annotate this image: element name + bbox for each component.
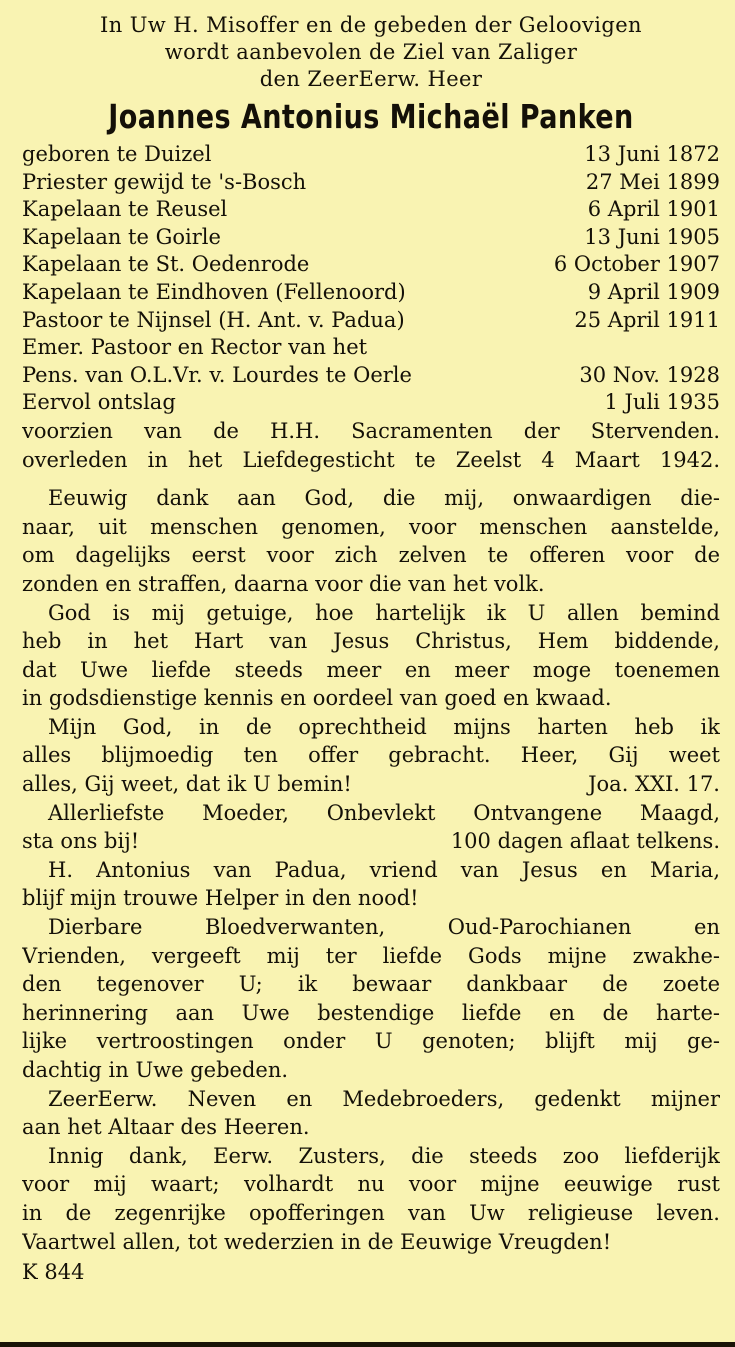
paragraph-line: Vaartwel allen, tot wederzien in de Eeuwige Vreugden! xyxy=(22,1229,612,1254)
paragraph-tail-line xyxy=(22,827,720,856)
closing-line: overleden in het Liefdegesticht te Zeelst 4 Maart 1942. xyxy=(22,447,720,472)
paragraph-line: ZeerEerw. Neven en Medebroeders, gedenkt mijner xyxy=(48,1086,720,1111)
paragraph xyxy=(22,484,720,598)
career-date: 9 April 1909 xyxy=(587,279,720,304)
paragraph-line: Innig dank, Eerw. Zusters, die steeds zoo liefderijk xyxy=(48,1143,720,1168)
paragraph-line: dat Uwe liefde steeds meer en meer moge toenemen xyxy=(22,657,720,682)
career-label: Kapelaan te Goirle xyxy=(22,224,221,249)
card-code: K 844 xyxy=(22,1260,85,1285)
paragraph xyxy=(22,856,720,913)
career-row xyxy=(22,362,720,390)
career-label: Priester gewijd te 's-Bosch xyxy=(22,169,307,194)
paragraph xyxy=(22,1085,720,1142)
career-label: Kapelaan te Eindhoven (Fellenoord) xyxy=(22,279,406,304)
career-row xyxy=(22,224,720,252)
tail-right-text: 100 dagen aflaat telkens. xyxy=(450,829,720,854)
paragraph-line: alles blijmoedig ten offer gebracht. Heer, Gij weet xyxy=(22,743,720,768)
career-row xyxy=(22,169,720,197)
paragraph-line: Allerliefste Moeder, Onbevlekt Ontvangene Maagd, xyxy=(48,800,720,825)
paragraph-line: herinnering aan Uwe bestendige liefde en de harte- xyxy=(22,1000,720,1025)
paragraph-line: Dierbare Bloedverwanten, Oud-Parochianen en xyxy=(48,915,720,940)
paragraph-line: dachtig in Uwe gebeden. xyxy=(22,1058,289,1082)
career-row xyxy=(22,334,720,362)
career-row xyxy=(22,307,720,335)
paragraph-line: heb in het Hart van Jesus Christus, Hem biddende, xyxy=(22,629,720,654)
career-label: Kapelaan te St. Oedenrode xyxy=(22,252,310,277)
career-date: 1 Juli 1935 xyxy=(604,390,720,415)
paragraph-line: naar, uit menschen genomen, voor menschen aanstelde, xyxy=(22,514,720,539)
tail-right-text: Joa. XXI. 17. xyxy=(588,772,720,797)
closing-lines xyxy=(22,417,720,474)
career-label: Emer. Pastoor en Rector van het xyxy=(22,335,368,360)
career-date: 6 October 1907 xyxy=(553,252,720,277)
career-row xyxy=(22,389,720,417)
career-date: 13 Juni 1872 xyxy=(584,142,720,166)
career-date: 30 Nov. 1928 xyxy=(579,362,720,387)
paragraph-line: God is mij getuige, hoe hartelijk ik U allen bemind xyxy=(48,600,720,625)
paragraph-line: zonden en straffen, daarna voor die van het volk. xyxy=(22,571,545,596)
paragraph-line: Mijn God, in de oprechtheid mijns harten heb ik xyxy=(48,714,720,739)
paragraph-line: Vrienden, vergeeft mij ter liefde Gods mijne zwakhe- xyxy=(22,943,720,968)
header-line-3: den ZeerEerw. Heer xyxy=(259,67,483,91)
paragraph-line: in de zegenrijke opofferingen van Uw religieuse leven. xyxy=(22,1200,720,1225)
career-row xyxy=(22,251,720,279)
career-row xyxy=(22,196,720,224)
paragraph xyxy=(22,713,720,799)
career-label: Eervol ontslag xyxy=(22,390,176,415)
paragraph xyxy=(22,1142,720,1256)
paragraph-line: in godsdienstige kennis en oordeel van goed en kwaad. xyxy=(22,686,612,711)
paragraph-tail-line xyxy=(22,770,720,799)
card-content xyxy=(22,12,720,1286)
career-date: 6 April 1901 xyxy=(587,197,720,222)
paragraph-line: den tegenover U; ik bewaar dankbaar de zoete xyxy=(22,972,720,997)
career-row xyxy=(22,141,720,169)
career-date: 13 Juni 1905 xyxy=(584,224,720,249)
career-date: 25 April 1911 xyxy=(574,307,720,332)
paragraph-line: lijke vertroostingen onder U genoten; blijft mij ge- xyxy=(22,1029,720,1054)
career-date: 27 Mei 1899 xyxy=(585,169,720,194)
career-list xyxy=(22,141,720,417)
paragraph xyxy=(22,799,720,856)
closing-line: voorzien van de H.H. Sacramenten der Stervenden. xyxy=(22,418,720,443)
paragraph-line: voor mij waart; volhardt nu voor mijne eeuwige rust xyxy=(22,1172,720,1197)
tail-left-text: sta ons bij! xyxy=(22,829,140,854)
tail-left-text: alles, Gij weet, dat ik U bemin! xyxy=(22,772,352,797)
header-line-1: In Uw H. Misoffer en de gebeden der Geloovigen xyxy=(100,13,642,37)
paragraph-line: om dagelijks eerst voor zich zelven te offeren voor de xyxy=(22,543,720,568)
paragraph-line: aan het Altaar des Heeren. xyxy=(22,1115,310,1140)
career-label: Pens. van O.L.Vr. v. Lourdes te Oerle xyxy=(22,362,412,387)
paragraph-line: blijf mijn trouwe Helper in den nood! xyxy=(22,886,419,911)
paragraphs xyxy=(22,484,720,1256)
paragraph-line: Eeuwig dank aan God, die mij, onwaardigen die- xyxy=(48,486,720,511)
deceased-name: Joannes Antonius Michaël Panken xyxy=(108,97,634,136)
career-row xyxy=(22,279,720,307)
paragraph-line: H. Antonius van Padua, vriend van Jesus en Maria, xyxy=(48,857,720,882)
paragraph xyxy=(22,913,720,1085)
paragraph xyxy=(22,599,720,713)
career-label: Kapelaan te Reusel xyxy=(22,197,228,222)
career-label: Pastoor te Nijnsel (H. Ant. v. Padua) xyxy=(22,307,405,332)
career-label: geboren te Duizel xyxy=(22,142,212,166)
header-line-2: wordt aanbevolen de Ziel van Zaliger xyxy=(164,40,578,64)
